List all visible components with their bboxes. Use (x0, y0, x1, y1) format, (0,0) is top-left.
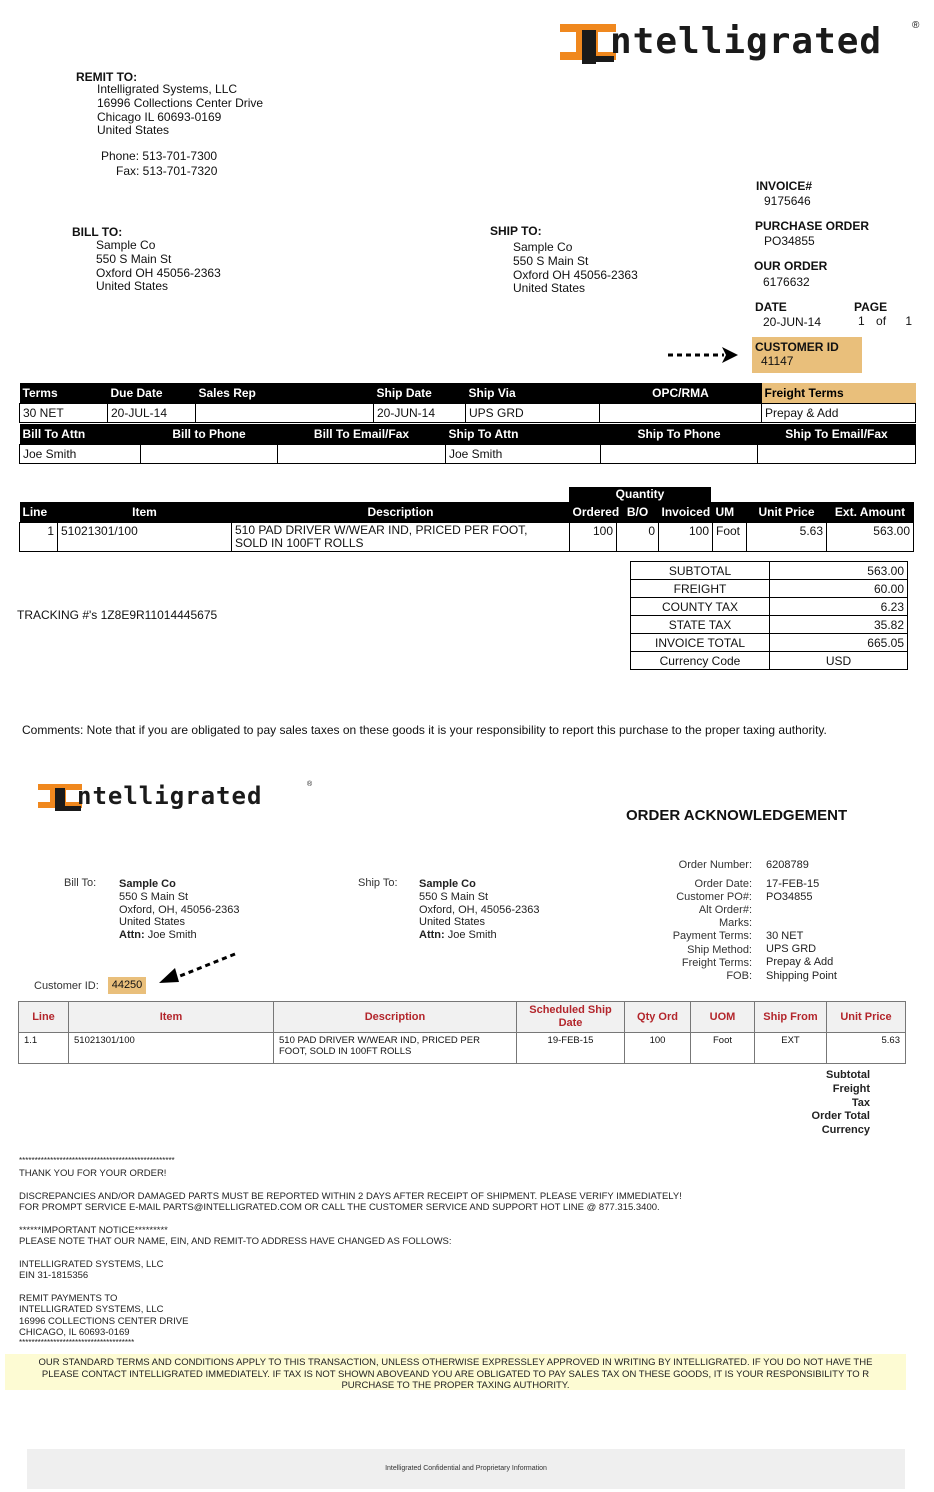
company-name: INTELLIGRATED SYSTEMS, LLC (19, 1258, 164, 1270)
terms-value (196, 404, 374, 423)
totals-label: FREIGHT (631, 580, 770, 598)
line-header: Unit Price (747, 502, 827, 523)
purchase-order-number: PO34855 (764, 234, 815, 248)
attn-header: Bill to Phone (141, 424, 278, 445)
summary-label: Subtotal (826, 1069, 870, 1081)
totals-label: INVOICE TOTAL (631, 634, 770, 652)
totals-value: 35.82 (770, 616, 908, 634)
ack-ship-attn-label: Attn: (419, 929, 445, 942)
info-label: Ship Method: (687, 943, 752, 956)
ack-header: Description (274, 1002, 517, 1033)
attn-value (758, 445, 916, 464)
ein-text: EIN 31-1815356 (19, 1270, 89, 1281)
terms-table (19, 383, 916, 423)
terms-value (600, 404, 762, 423)
bill-to-line: United States (96, 279, 169, 294)
info-label: Payment Terms: (672, 930, 752, 943)
arrow-right-icon (666, 345, 740, 365)
quantity-group-header: Quantity (569, 487, 711, 502)
remit-line: Chicago IL 60693-0169 (97, 109, 222, 124)
totals-row (631, 652, 908, 670)
info-value: 17-FEB-15 (766, 878, 820, 891)
totals-label: Currency Code (631, 652, 770, 670)
terms-value: 30 NET (20, 404, 108, 423)
terms-header: Terms (20, 383, 108, 404)
line-items-table (19, 502, 914, 552)
attn-header-row (20, 424, 916, 445)
stars-line: ************************************************** (19, 1156, 175, 1165)
description-line: SOLD IN 100FT ROLLS (235, 536, 364, 550)
terms-header: Freight Terms (762, 383, 916, 404)
our-order-label: OUR ORDER (754, 259, 828, 273)
ack-ship-from: EXT (755, 1033, 827, 1064)
customer-id-label: CUSTOMER ID (755, 340, 839, 354)
page-label: PAGE (854, 300, 888, 314)
totals-label: STATE TAX (631, 616, 770, 634)
remit-to-label: REMIT TO: (76, 70, 138, 84)
registered-mark: ® (307, 781, 313, 788)
ack-bill-to-name: Sample Co (119, 878, 176, 890)
line-header: UM (713, 502, 747, 523)
tracking-numbers: TRACKING #'s 1Z8E9R11014445675 (17, 608, 218, 622)
ship-to-label: SHIP TO: (490, 224, 542, 238)
line-header: Ordered (570, 502, 617, 523)
attn-value (141, 445, 278, 464)
invoice-date: 20-JUN-14 (763, 315, 822, 329)
ack-header: Unit Price (827, 1002, 906, 1033)
brand-name: ntelligrated (77, 782, 263, 810)
ack-ship-to-line: United States (419, 916, 486, 929)
line-header: Ext. Amount (827, 502, 914, 523)
remit-payments-line: CHICAGO, IL 60693-0169 (19, 1327, 130, 1338)
bill-to-line: Sample Co (96, 238, 156, 252)
ack-bill-to-line: 550 S Main St (119, 890, 189, 903)
brand-logo-bottom (37, 781, 327, 811)
page-indicator (858, 314, 912, 328)
discrepancy-line: FOR PROMPT SERVICE E-MAIL PARTS@INTELLIGRATED.COM OR CALL THE CUSTOMER SERVICE AND SUPPORT HOT LINE @ 877.315.3400. (19, 1202, 660, 1213)
terms-conditions-box (5, 1354, 906, 1390)
bill-to-address (96, 239, 221, 294)
terms-value-row (20, 404, 916, 423)
info-label: Marks: (719, 917, 752, 930)
totals-value: 563.00 (770, 562, 908, 580)
thank-you-text: THANK YOU FOR YOUR ORDER! (19, 1168, 167, 1179)
page-number: 1 (858, 314, 865, 328)
ack-ship-to-line: 550 S Main St (419, 890, 489, 903)
stars-line: ************************************* (19, 1337, 135, 1347)
line-header: Invoiced (659, 502, 713, 523)
attn-value-row (20, 445, 916, 464)
totals-label: COUNTY TAX (631, 598, 770, 616)
info-value: 30 NET (766, 930, 804, 943)
line-description (232, 523, 570, 552)
line-header: Description (232, 502, 570, 523)
invoice-number-label: INVOICE# (756, 179, 813, 193)
table-row (19, 1033, 906, 1064)
ack-bill-attn: Joe Smith (147, 929, 197, 942)
ack-line-table (18, 1001, 906, 1064)
terms-header: Ship Via (466, 383, 600, 404)
customer-id-box (752, 337, 862, 373)
description-line: FOOT, SOLD IN 100FT ROLLS (279, 1046, 412, 1057)
line-ext-amount: 563.00 (827, 523, 914, 552)
ack-ship-to-line: Oxford, OH, 45056-2363 (419, 903, 540, 916)
summary-label: Order Total (811, 1110, 870, 1123)
line-unit-price: 5.63 (747, 523, 827, 552)
ack-bill-to-line: Oxford, OH, 45056-2363 (119, 903, 240, 916)
description-line: 510 PAD DRIVER W/WEAR IND, PRICED PER FOOT, (235, 523, 528, 537)
ack-line: 1.1 (19, 1033, 69, 1064)
attn-value: Joe Smith (20, 445, 141, 464)
line-header: Line (20, 502, 58, 523)
remit-payments-line: INTELLIGRATED SYSTEMS, LLC (19, 1304, 164, 1315)
ack-bill-to-line: United States (119, 916, 186, 929)
ack-header: Item (69, 1002, 274, 1033)
purchase-order-label: PURCHASE ORDER (755, 219, 870, 233)
terms-header: Due Date (108, 383, 196, 404)
our-order-number: 6176632 (763, 275, 810, 289)
attn-header: Ship To Attn (446, 424, 601, 445)
ack-unit-price: 5.63 (827, 1033, 906, 1064)
terms-header: Ship Date (374, 383, 466, 404)
totals-row (631, 580, 908, 598)
ack-bill-attn-label: Attn: (119, 929, 145, 942)
invoice-number: 9175646 (764, 194, 811, 208)
info-label: Customer PO#: (676, 891, 752, 904)
totals-value: 60.00 (770, 580, 908, 598)
summary-label: Currency (821, 1124, 870, 1137)
attn-value (601, 445, 758, 464)
page-of: of (876, 314, 887, 328)
ack-header-row (19, 1002, 906, 1033)
ack-notes (19, 1157, 909, 1347)
remit-line: 16996 Collections Center Drive (97, 95, 264, 110)
info-value: Shipping Point (766, 969, 837, 982)
info-label: Order Number: (678, 859, 752, 871)
phone-text: Phone: 513-701-7300 (101, 149, 218, 163)
attn-header: Bill To Attn (20, 424, 141, 445)
summary-label: Tax (851, 1096, 870, 1109)
totals-value: 665.05 (770, 634, 908, 652)
ack-header: Line (19, 1002, 69, 1033)
info-value: Prepay & Add (766, 956, 834, 969)
terms-value: Prepay & Add (762, 404, 916, 423)
ack-header: Scheduled Ship Date (517, 1002, 625, 1033)
ack-bill-to-label: Bill To: (64, 877, 97, 889)
info-value: UPS GRD (766, 943, 817, 956)
terms-value: UPS GRD (466, 404, 600, 423)
attn-value: Joe Smith (446, 445, 601, 464)
registered-mark: ® (912, 20, 920, 31)
ack-ship-date: 19-FEB-15 (517, 1033, 625, 1064)
ship-to-line: Sample Co (513, 240, 573, 254)
date-label: DATE (755, 300, 787, 314)
ack-header: Ship From (755, 1002, 827, 1033)
ack-item: 51021301/100 (69, 1033, 274, 1064)
line-header: Item (58, 502, 232, 523)
totals-value: USD (770, 652, 908, 670)
ack-description (274, 1033, 517, 1064)
totals-row (631, 598, 908, 616)
terms-line: OUR STANDARD TERMS AND CONDITIONS APPLY TO THIS TRANSACTION, UNLESS OTHERWISE EXPRESSLEY APPROVED IN WRITING BY INTELLIGRATED. IF YOU DO NOT HAVE THE (38, 1357, 873, 1368)
table-row (20, 523, 914, 552)
ack-uom: Foot (691, 1033, 755, 1064)
footer-bar (27, 1449, 905, 1489)
terms-header: Sales Rep (196, 383, 374, 404)
notice-text: PLEASE NOTE THAT OUR NAME, EIN, AND REMIT-TO ADDRESS HAVE CHANGED AS FOLLOWS: (19, 1236, 452, 1247)
line-item-code: 51021301/100 (58, 523, 232, 552)
info-value (766, 917, 916, 930)
totals-row (631, 562, 908, 580)
important-notice: ******IMPORTANT NOTICE********* (19, 1224, 168, 1236)
ack-ship-attn: Joe Smith (447, 929, 497, 942)
page-total: 1 (905, 314, 913, 328)
info-value: 6208789 (766, 859, 809, 871)
totals-row (631, 634, 908, 652)
remit-payments-label: REMIT PAYMENTS TO (19, 1292, 118, 1304)
ack-header: UOM (691, 1002, 755, 1033)
totals-label: SUBTOTAL (631, 562, 770, 580)
terms-value: 20-JUN-14 (374, 404, 466, 423)
remit-to-address (97, 83, 263, 138)
brand-logo-top (558, 20, 928, 66)
ack-header: Qty Ord (625, 1002, 691, 1033)
bill-to-label: BILL TO: (72, 225, 123, 239)
ack-customer-id-value: 44250 (108, 977, 146, 994)
bill-to-line: Oxford OH 45056-2363 (96, 265, 221, 280)
remit-line: United States (97, 123, 170, 138)
arrow-down-left-icon (157, 950, 239, 986)
info-value: PO34855 (766, 891, 813, 904)
remit-line: Intelligrated Systems, LLC (97, 82, 238, 96)
ship-to-line: Oxford OH 45056-2363 (513, 267, 638, 282)
totals-value: 6.23 (770, 598, 908, 616)
ship-to-address (513, 241, 638, 296)
remit-payments-line: 16996 COLLECTIONS CENTER DRIVE (19, 1315, 189, 1327)
attn-value (278, 445, 446, 464)
summary-label: Freight (832, 1082, 870, 1095)
line-items-header-row (20, 502, 914, 523)
ack-order-info-labels (640, 859, 752, 983)
ship-to-line: United States (513, 281, 586, 296)
ack-order-info-values (766, 859, 916, 983)
totals-table (630, 561, 908, 670)
totals-row (631, 616, 908, 634)
info-label: Alt Order#: (698, 904, 752, 917)
ack-qty: 100 (625, 1033, 691, 1064)
invoice-comments: Comments: Note that if you are obligated to pay sales taxes on these goods it is your responsibility to report this purchase to the proper taxing authority. (22, 723, 827, 737)
attn-header: Ship To Email/Fax (758, 424, 916, 445)
ack-bill-to-block (119, 878, 239, 942)
terms-header: OPC/RMA (600, 383, 762, 404)
bill-to-line: 550 S Main St (96, 251, 172, 266)
line-number: 1 (20, 523, 58, 552)
ack-ship-to-name: Sample Co (419, 878, 476, 890)
line-ordered: 100 (570, 523, 617, 552)
info-label: Freight Terms: (681, 956, 752, 969)
ack-ship-to-label: Ship To: (358, 877, 398, 889)
terms-value: 20-JUL-14 (108, 404, 196, 423)
ack-summary-labels (770, 1069, 870, 1138)
terms-line: PLEASE CONTACT INTELLIGRATED IMMEDIATELY. IF TAX IS NOT SHOWN ABOVEAND YOU ARE OBLIGATED TO PAY SALES TAX ON THESE GOODS, IT IS YOUR RESPONSIBILITY TO R (41, 1368, 870, 1380)
line-backorder: 0 (617, 523, 659, 552)
attn-header: Ship To Phone (601, 424, 758, 445)
fax-text: Fax: 513-701-7320 (116, 164, 218, 178)
order-ack-title: ORDER ACKNOWLEDGEMENT (626, 807, 848, 824)
terms-line: PURCHASE TO THE PROPER TAXING AUTHORITY. (341, 1380, 570, 1390)
ack-ship-to-block (419, 878, 539, 942)
customer-id-value: 41147 (761, 354, 794, 368)
logo-mark-icon (558, 20, 618, 64)
description-line: 510 PAD DRIVER W/WEAR IND, PRICED PER (279, 1035, 480, 1046)
brand-name: ntelligrated (610, 21, 883, 62)
discrepancy-line: DISCREPANCIES AND/OR DAMAGED PARTS MUST BE REPORTED WITHIN 2 DAYS AFTER RECEIPT OF SHIPMENT. PLEASE VERIFY IMMEDIATELY! (19, 1190, 682, 1202)
attn-table (19, 424, 916, 464)
ship-to-line: 550 S Main St (513, 253, 589, 268)
line-header: B/O (617, 502, 659, 523)
attn-header: Bill To Email/Fax (278, 424, 446, 445)
info-value (766, 904, 916, 917)
line-uom: Foot (713, 523, 747, 552)
ack-customer-id-label: Customer ID: (34, 980, 99, 992)
terms-header-row (20, 383, 916, 404)
line-invoiced: 100 (659, 523, 713, 552)
info-label: FOB: (726, 969, 752, 982)
info-label: Order Date: (694, 878, 752, 891)
footer-text: Intelligrated Confidential and Proprietary Information (385, 1465, 547, 1472)
